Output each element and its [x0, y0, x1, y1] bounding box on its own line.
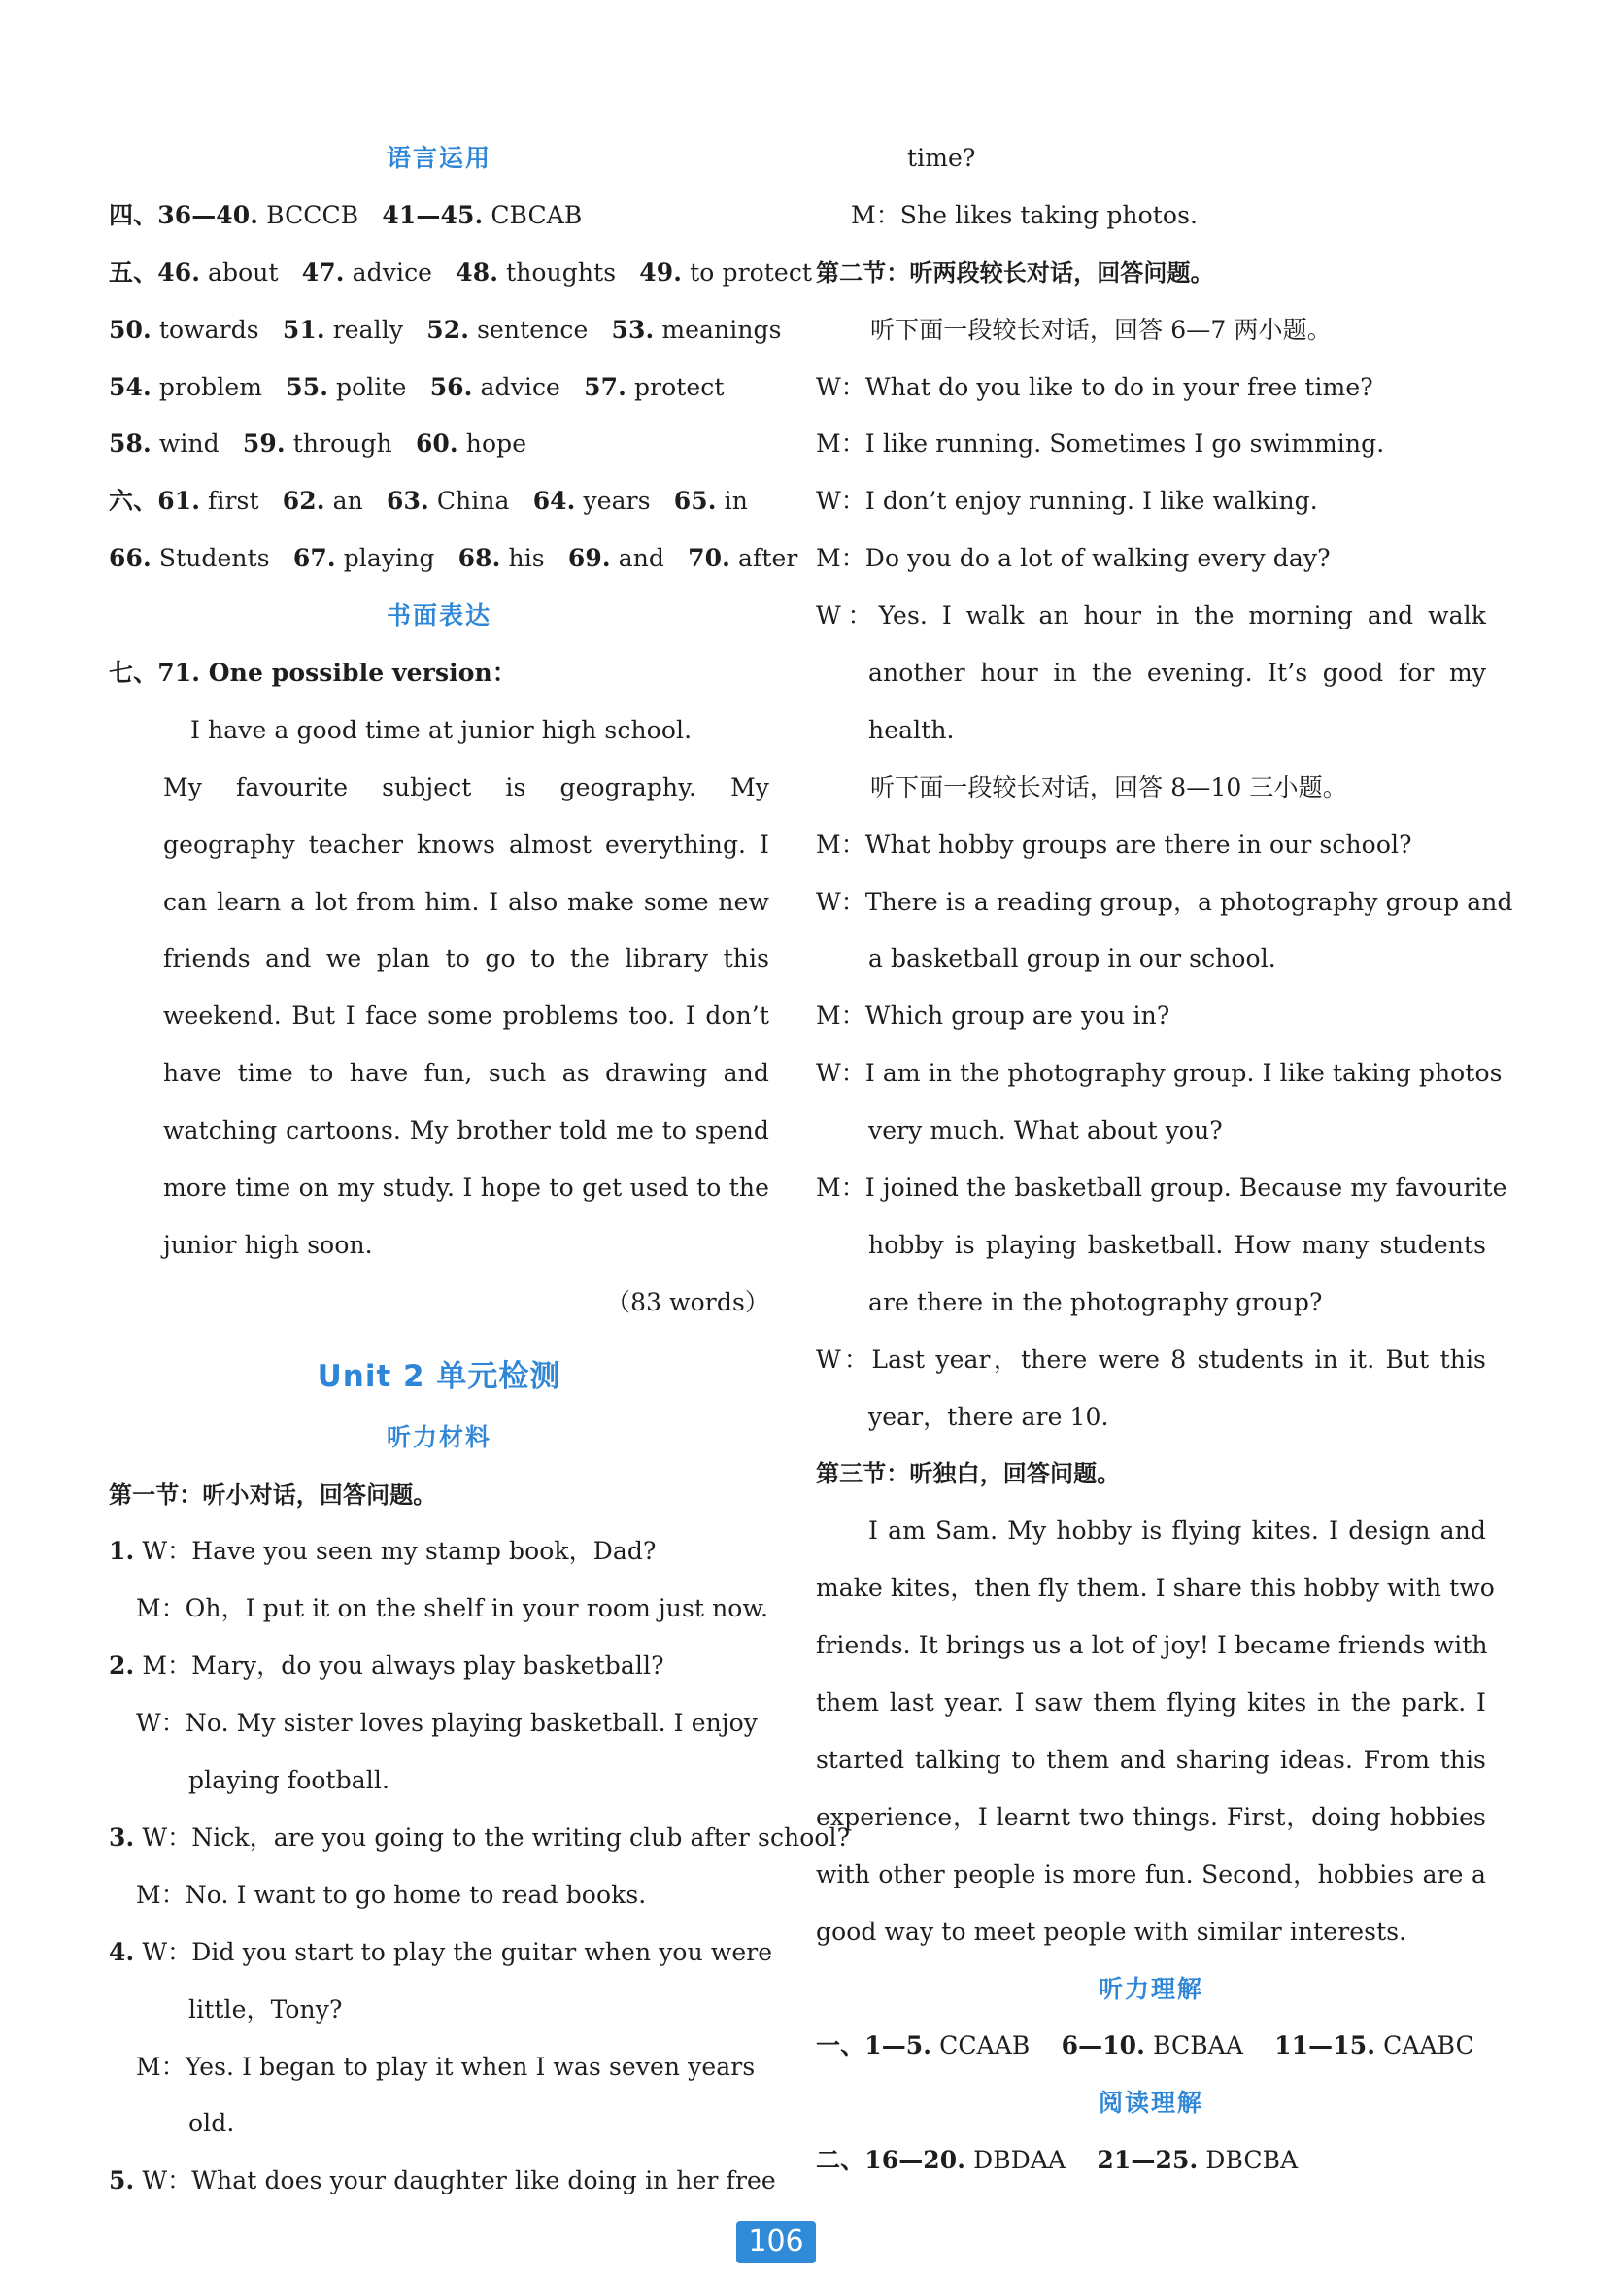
section-heading-part1: 第一节：听小对话，回答问题。 [109, 1480, 437, 1509]
answer-label: 1. [109, 1537, 135, 1566]
answer-label: 48. [456, 257, 499, 287]
answer-label: 65. [673, 487, 717, 516]
answer-label: 21—25. [1097, 2146, 1199, 2175]
dialogue-line: very much. What about you? [868, 1116, 1223, 1145]
answer-text: towards [158, 315, 259, 344]
answer-line-s6-1 [109, 473, 769, 530]
monologue [816, 1503, 1495, 1960]
answer-text: advice [480, 372, 560, 401]
answer-text: BCBAA [1153, 2031, 1243, 2060]
answer-label: 64. [532, 487, 576, 516]
answer-text: W：Have you seen my stamp book，Dad? [142, 1537, 657, 1566]
dialogue-line: M：Which group are you in? [816, 1002, 1170, 1031]
essay-line: My favourite subject is geography. My [163, 772, 769, 801]
answer-text: playing [343, 544, 435, 573]
answer-label: 69. [567, 544, 611, 573]
answer-text: after [738, 544, 798, 573]
answer-label: 51. [282, 315, 325, 344]
answer-text: DBDAA [973, 2146, 1066, 2175]
essay [109, 702, 769, 1332]
section-title-listening-material: 听力材料 [386, 1422, 491, 1451]
answer-text: through [292, 429, 392, 459]
dialogue-line [109, 1638, 769, 1695]
answer-label: 62. [282, 487, 325, 516]
dialogue-line: M：Oh，I put it on the shelf in your room just now. [136, 1594, 769, 1623]
answer-label: 60. [415, 429, 458, 459]
answer-text: DBCBA [1205, 2146, 1299, 2175]
answer-label: 五、46. [109, 257, 200, 287]
page-number: 106 [736, 2221, 816, 2263]
answer-line-s6-2 [109, 530, 798, 588]
answer-text: thoughts [506, 257, 617, 287]
answer-line-s1 [816, 2018, 1486, 2075]
answer-label: 53. [611, 315, 655, 344]
answer-label: 二、16—20. [816, 2146, 966, 2175]
dialogue-line: M：No. I want to go home to read books. [136, 1880, 647, 1909]
answer-line-s5-1 [109, 245, 813, 302]
section-title-writing: 书面表达 [386, 601, 491, 630]
answer-label: 67. [292, 544, 336, 573]
section-title-reading-comprehension: 阅读理解 [1098, 2089, 1203, 2118]
answer-text: to protect [690, 257, 813, 287]
dialogue-line [109, 1924, 773, 1982]
essay-line: friends and we plan to go to the library this [163, 944, 769, 973]
dialogue-line: W：No. My sister loves playing basketball. I enjoy [136, 1709, 759, 1738]
answer-label: 七、71. One possible version： [109, 659, 517, 688]
answer-line-s4 [109, 187, 769, 245]
answer-label: 58. [109, 429, 152, 459]
answer-label: 6—10. [1061, 2031, 1145, 2060]
answer-text: really [332, 315, 404, 344]
dialogue-line: W：Last year，there were 8 students in it. But this [816, 1344, 1486, 1374]
right-column [816, 130, 1513, 2190]
answer-line-s5-2 [109, 302, 782, 359]
answer-text: his [508, 544, 545, 573]
dialogue-line: year，there are 10. [868, 1402, 1109, 1431]
answer-label: 四、36—40. [109, 200, 259, 229]
answer-text: Students [158, 544, 270, 573]
answer-text: China [436, 487, 510, 516]
answer-text: hope [465, 429, 527, 459]
dialogue-line: little，Tony? [188, 1994, 343, 2024]
dialogue-line: a basketball group in our school. [868, 944, 1276, 973]
dialogue-line: hobby is playing basketball. How many students [868, 1230, 1486, 1259]
answer-text: polite [336, 372, 407, 401]
essay-line: have time to have fun, such as drawing and [163, 1059, 769, 1088]
dialogue-line: W：There is a reading group，a photography group and [816, 887, 1513, 916]
dialogue-line: M：Yes. I began to play it when I was seven years [136, 2052, 756, 2081]
answer-label: 66. [109, 544, 152, 573]
monologue-line: friends. It brings us a lot of joy! I became friends with [816, 1631, 1488, 1660]
essay-line: watching cartoons. My brother told me to spend [163, 1116, 769, 1145]
left-column [109, 130, 851, 2210]
answer-text: sentence [477, 315, 589, 344]
answer-text: first [208, 487, 259, 516]
answer-text: advice [352, 257, 433, 287]
answer-text: BCCCB [266, 200, 359, 229]
essay-line: junior high soon. [163, 1230, 373, 1259]
dialogue-line: are there in the photography group? [868, 1287, 1323, 1316]
essay-line: can learn a lot from him. I also make some new [163, 887, 769, 916]
answer-line-s2 [816, 2132, 1486, 2190]
essay-line: weekend. But I face some problems too. I don’t [163, 1002, 769, 1031]
dialogue-line [109, 1810, 851, 1867]
dialogue-line: M：I joined the basketball group. Because my favourite [816, 1174, 1507, 1203]
dialogue-line: time? [907, 144, 976, 172]
answer-text: W：Nick，are you going to the writing club after school? [142, 1822, 851, 1852]
dialogue-line: W：Yes. I walk an hour in the morning and walk [816, 601, 1486, 630]
monologue-line: with other people is more fun. Second，hobbies are a [816, 1859, 1486, 1888]
answer-label: 六、61. [109, 487, 200, 516]
answer-text: about [208, 257, 279, 287]
answer-text: W：What does your daughter like doing in her free [142, 2166, 776, 2195]
dialogue-intro: 听下面一段较长对话，回答 6—7 两小题。 [870, 315, 1332, 344]
dialogue-line [109, 1523, 769, 1581]
section-title-listening-comprehension: 听力理解 [1098, 1974, 1203, 2003]
answer-label: 55. [286, 372, 328, 401]
answer-label: 49. [639, 257, 683, 287]
dialogue-line: W：I don’t enjoy running. I like walking. [816, 487, 1318, 516]
answer-text: wind [158, 429, 220, 459]
answer-label: 11—15. [1274, 2031, 1376, 2060]
answer-label: 59. [242, 429, 286, 459]
answer-text: an [332, 487, 363, 516]
dialogue-line: W：I am in the photography group. I like taking photos [816, 1059, 1503, 1088]
monologue-line: I am Sam. My hobby is flying kites. I design and [868, 1516, 1486, 1546]
answer-text: years [583, 487, 651, 516]
answer-label: 56. [429, 372, 473, 401]
dialogue-line: W：What do you like to do in your free time? [816, 372, 1373, 401]
answer-label: 47. [301, 257, 345, 287]
monologue-line: make kites，then fly them. I share this hobby with two [816, 1574, 1495, 1603]
monologue-line: started talking to them and sharing ideas. From this [816, 1745, 1486, 1774]
answer-text: in [724, 487, 748, 516]
monologue-line: good way to meet people with similar interests. [816, 1917, 1407, 1946]
section-title-language-use: 语言运用 [386, 144, 491, 172]
dialogue-line: another hour in the evening. It’s good for my [868, 659, 1486, 688]
section-heading-part3: 第三节：听独白，回答问题。 [816, 1460, 1121, 1488]
dialogue-line: M：She likes taking photos. [851, 200, 1199, 229]
answer-label: 一、1—5. [816, 2031, 932, 2060]
essay-line: I have a good time at junior high school. [190, 715, 693, 744]
answer-label: 68. [457, 544, 501, 573]
answer-text: CAABC [1383, 2031, 1474, 2060]
answer-label: 2. [109, 1651, 135, 1681]
answer-label: 5. [109, 2166, 135, 2195]
answer-line-s7 [109, 645, 769, 702]
answer-label: 63. [386, 487, 429, 516]
dialogue-line [109, 2153, 776, 2210]
answer-text: CCAAB [939, 2031, 1031, 2060]
answer-text: M：Mary，do you always play basketball? [142, 1651, 664, 1681]
answer-text: problem [158, 372, 263, 401]
answer-label: 70. [688, 544, 730, 573]
monologue-line: them last year. I saw them flying kites in the park. I [816, 1688, 1486, 1718]
answer-text: protect [633, 372, 725, 401]
dialogue-line: M：Do you do a lot of walking every day? [816, 544, 1331, 573]
answer-label: 54. [109, 372, 152, 401]
answer-label: 50. [109, 315, 152, 344]
dialogue-intro: 听下面一段较长对话，回答 8—10 三小题。 [870, 772, 1347, 801]
answer-text: CBCAB [491, 200, 583, 229]
unit-title: Unit 2 单元检测 [317, 1358, 561, 1394]
answer-label: 57. [584, 372, 626, 401]
dialogue-line: old. [188, 2109, 235, 2138]
dialogue-line: M：I like running. Sometimes I go swimming. [816, 429, 1385, 459]
answer-line-s5-4 [109, 416, 769, 473]
answer-text: W：Did you start to play the guitar when you were [142, 1937, 773, 1966]
essay-line: more time on my study. I hope to get used to the [163, 1174, 769, 1203]
dialogue-line: M：What hobby groups are there in our school? [816, 830, 1412, 859]
dialogue-line: health. [868, 715, 955, 744]
dialogue-line: playing football. [188, 1766, 390, 1795]
answer-text: and [618, 544, 665, 573]
essay-line: geography teacher knows almost everything. I [163, 830, 769, 859]
section-heading-part2: 第二节：听两段较长对话，回答问题。 [816, 258, 1214, 287]
answer-label: 3. [109, 1822, 135, 1852]
answer-label: 4. [109, 1937, 135, 1966]
word-count: （83 words） [606, 1287, 769, 1316]
answer-label: 52. [426, 315, 470, 344]
monologue-line: experience，I learnt two things. First，doing hobbies [816, 1802, 1486, 1831]
answer-text: meanings [661, 315, 782, 344]
answer-label: 41—45. [382, 200, 484, 229]
answer-line-s5-3 [109, 359, 769, 417]
